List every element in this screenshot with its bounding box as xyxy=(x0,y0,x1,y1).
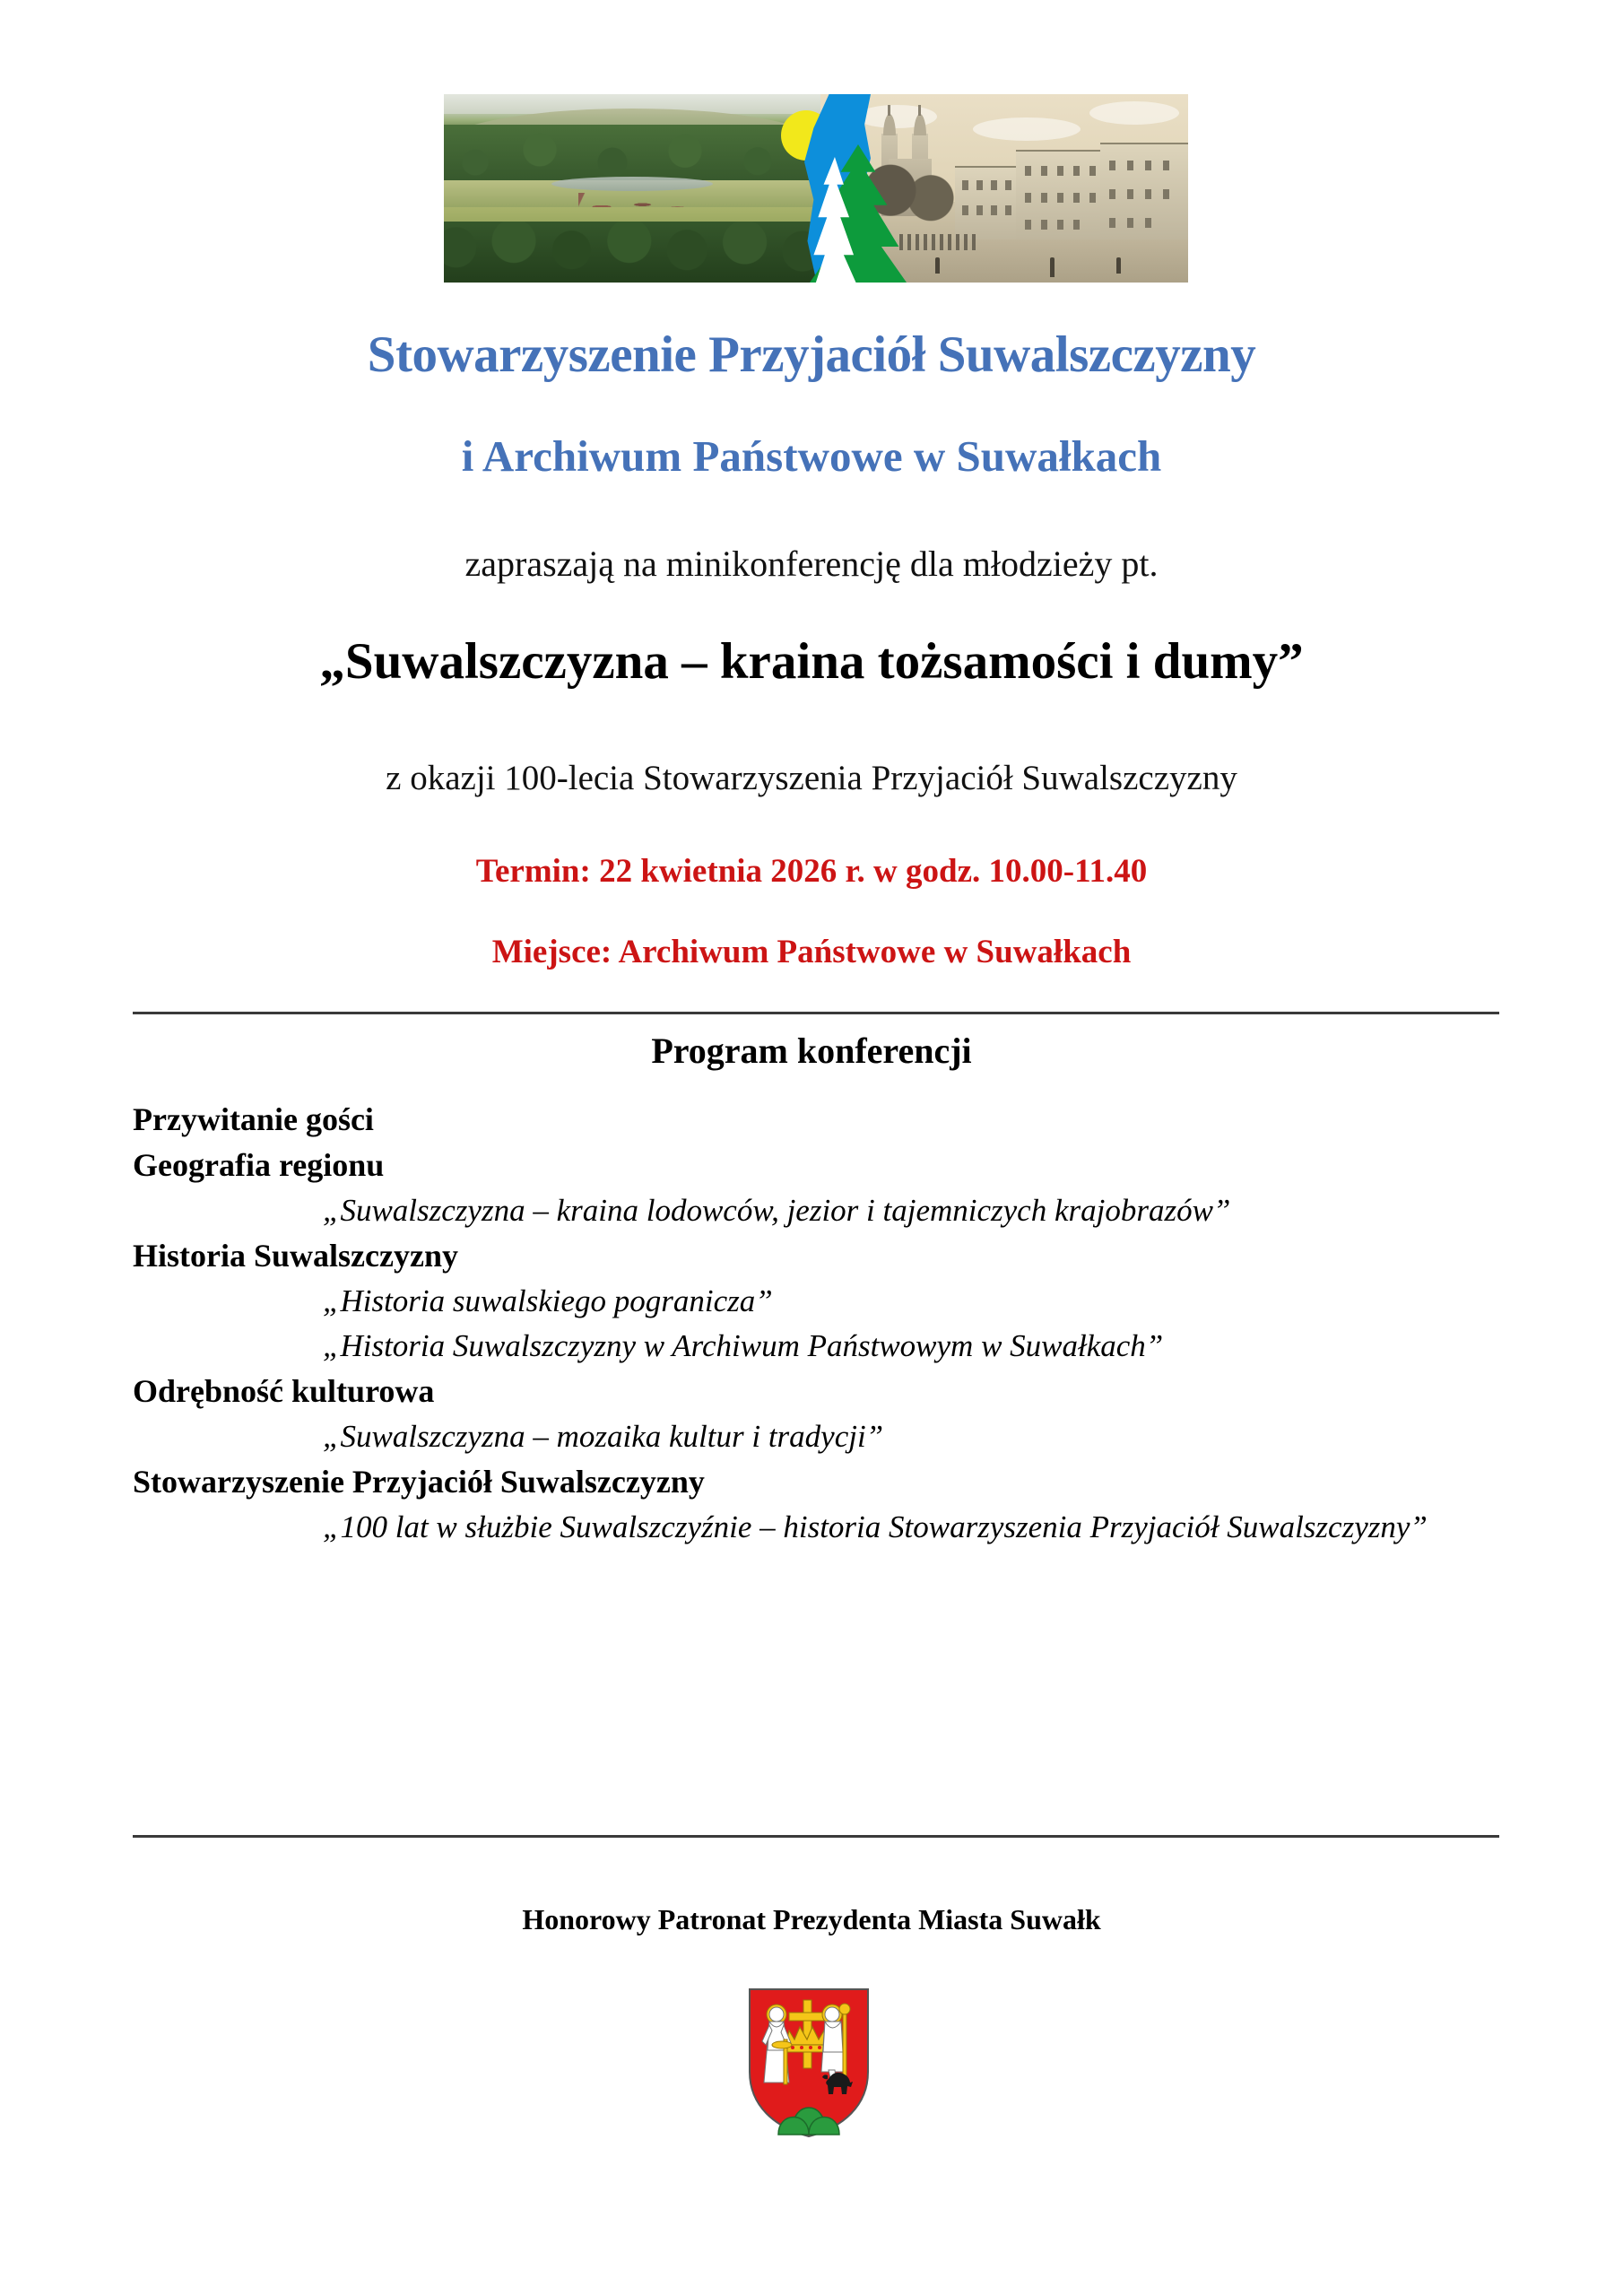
program-item-title: Historia Suwalszczyzny xyxy=(133,1237,458,1274)
invitation-text: zapraszają na minikonferencję dla młodzieży pt. xyxy=(464,544,1159,584)
program-item xyxy=(133,1370,1505,1457)
program-talk: „Historia Suwalszczyzny w Archiwum Państwowym w Suwałkach” xyxy=(323,1327,1164,1363)
program-heading: Program konferencji xyxy=(651,1031,972,1071)
spruce-sun-water-logo-icon xyxy=(767,94,901,283)
program-item xyxy=(133,1144,1505,1231)
program-item-title: Stowarzyszenie Przyjaciół Suwalszczyzny xyxy=(133,1463,705,1500)
program-item xyxy=(133,1235,1505,1367)
program-item xyxy=(133,1461,1505,1548)
organization-title-line2: i Archiwum Państwowe w Suwałkach xyxy=(461,431,1162,481)
program-list xyxy=(133,1099,1505,1552)
landscape-photo xyxy=(444,94,820,283)
occasion-text: z okazji 100-lecia Stowarzyszenia Przyjaciół Suwalszczyzny xyxy=(386,759,1237,797)
event-date-time: Termin: 22 kwietnia 2026 r. w godz. 10.00-11.40 xyxy=(475,853,1148,890)
organization-title-line1: Stowarzyszenie Przyjaciół Suwalszczyzny xyxy=(367,326,1256,383)
program-talk: „Historia suwalskiego pogranicza” xyxy=(323,1283,773,1318)
conference-title: „Suwalszczyzna – kraina tożsamości i dumy” xyxy=(319,633,1304,690)
header-banner-image xyxy=(444,94,1188,283)
program-talk: „100 lat w służbie Suwalszczyźnie – historia Stowarzyszenia Przyjaciół Suwalszczyzny” xyxy=(323,1509,1428,1544)
program-talk: „Suwalszczyzna – mozaika kultur i tradycji” xyxy=(323,1418,884,1454)
event-location: Miejsce: Archiwum Państwowe w Suwałkach xyxy=(491,934,1132,970)
divider-bottom xyxy=(133,1835,1499,1838)
divider-top xyxy=(133,1012,1499,1014)
suwalki-coat-of-arms-icon xyxy=(742,1986,875,2140)
program-item-title: Przywitanie gości xyxy=(133,1101,374,1137)
program-item xyxy=(133,1099,1505,1141)
program-talk: „Suwalszczyzna – kraina lodowców, jezior i tajemniczych krajobrazów” xyxy=(323,1192,1231,1228)
program-item-title: Geografia regionu xyxy=(133,1146,385,1183)
patronage-text: Honorowy Patronat Prezydenta Miasta Suwałk xyxy=(522,1903,1101,1935)
program-item-title: Odrębność kulturowa xyxy=(133,1372,435,1409)
